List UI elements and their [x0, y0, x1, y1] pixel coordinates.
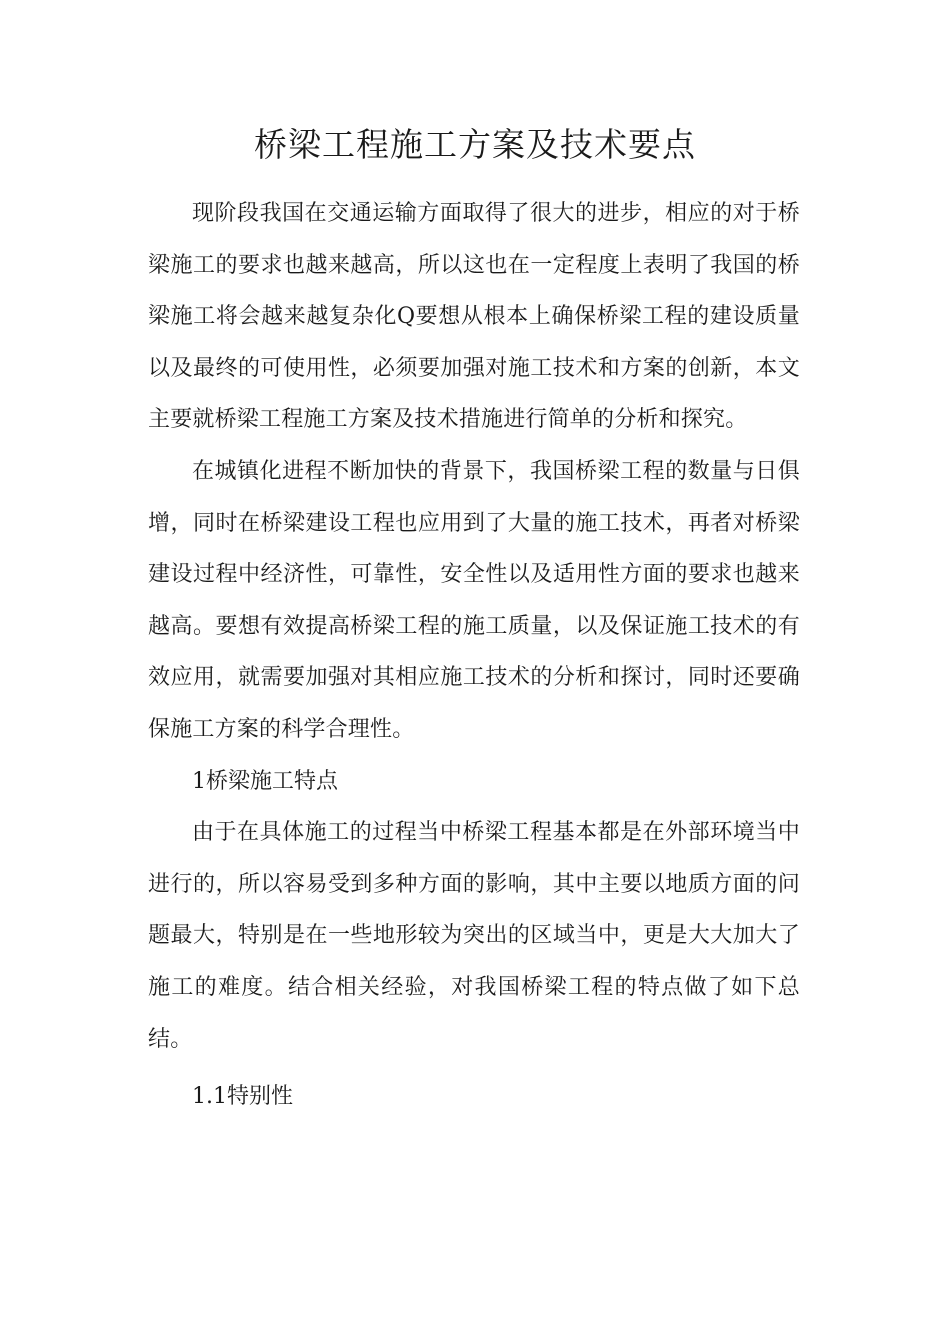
- paragraph-intro: 现阶段我国在交通运输方面取得了很大的进步，相应的对于桥梁施工的要求也越来越高，所以这也在一定程度上表明了我国的桥梁施工将会越来越复杂化Q要想从根本上确保桥梁工程的建设质量以及最终的可使用性，必须要加强对施工技术和方案的创新，本文主要就桥梁工程施工方案及技术措施进行简单的分析和探究。: [148, 201, 800, 433]
- paragraph-bridge-construction-features: 由于在具体施工的过程当中桥梁工程基本都是在外部环境当中进行的，所以容易受到多种方面的影响，其中主要以地质方面的问题最大，特别是在一些地形较为突出的区域当中，更是大大加大了施工的难度。结合相关经验，对我国桥梁工程的特点做了如下总结。: [148, 820, 800, 1052]
- section-heading-bridge-construction-features: 1桥梁施工特点: [192, 768, 338, 794]
- paragraph-background: 在城镇化进程不断加快的背景下，我国桥梁工程的数量与日俱增，同时在桥梁建设工程也应用到了大量的施工技术，再者对桥梁建设过程中经济性，可靠性，安全性以及适用性方面的要求也越来越高。要想有效提高桥梁工程的施工质量，以及保证施工技术的有效应用，就需要加强对其相应施工技术的分析和探讨，同时还要确保施工方案的科学合理性。: [148, 458, 800, 742]
- document-title: 桥梁工程施工方案及技术要点: [254, 125, 696, 164]
- subsection-heading-particularity: 1.1特别性: [192, 1084, 293, 1110]
- document-body: [148, 188, 800, 1123]
